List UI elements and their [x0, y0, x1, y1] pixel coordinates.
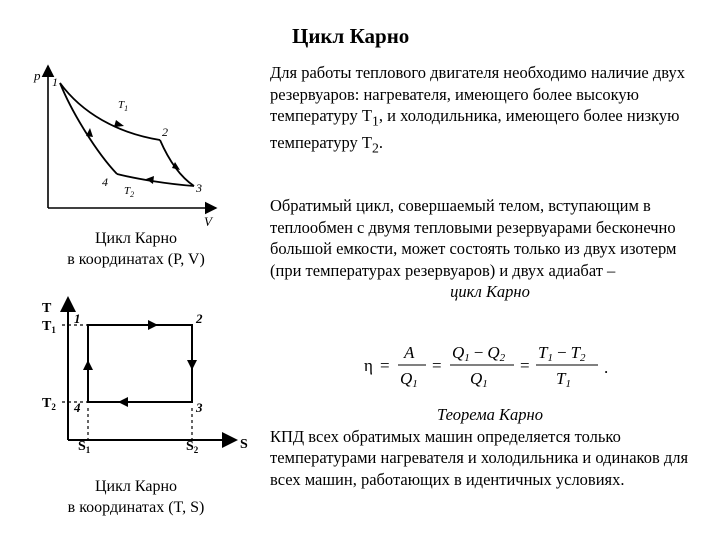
- formula-dot: .: [604, 358, 609, 377]
- formula-minus2: −: [556, 343, 567, 362]
- formula-eta: η: [364, 356, 373, 375]
- formula-num3a-sub: 1: [547, 352, 553, 364]
- formula-eq3: =: [520, 356, 530, 375]
- pv-point-4: 4: [102, 175, 108, 189]
- pv-point-1: 1: [52, 75, 58, 89]
- arrow-4-1: [86, 128, 93, 137]
- svg-text:Q1: [400, 369, 418, 390]
- formula-num3a: T: [538, 343, 548, 362]
- t1-label: $T_1$: [42, 319, 56, 335]
- pv-caption-line1: Цикл Карно: [95, 230, 177, 247]
- formula-num2b-sub: 2: [499, 352, 506, 364]
- formula-den2-sub: 1: [482, 378, 488, 390]
- theorem-text: КПД всех обратимых машин определяется только температурами нагревателя и холодильника и одинаков для всех машин, работающих в идентичных условиях.: [270, 426, 689, 489]
- formula-den3: T: [556, 369, 566, 388]
- pv-label-t2: $T_2$: [124, 185, 135, 199]
- ts-caption-line2: в координатах (T, S): [67, 499, 205, 516]
- formula-num2a-sub: 1: [464, 352, 470, 364]
- svg-text:Q1−Q2: [452, 343, 506, 364]
- pv-point-2: 2: [162, 125, 168, 139]
- formula-eq1: =: [380, 356, 390, 375]
- ts-point-3: 3: [196, 400, 203, 415]
- theorem-title: Теорема Карно: [437, 405, 543, 424]
- svg-text:T1: [556, 369, 571, 390]
- v-axis-label: V: [204, 214, 212, 229]
- cycle-italic: цикл Карно: [450, 282, 530, 301]
- intro-paragraph: [270, 62, 710, 159]
- isotherm-t1-curve: [60, 83, 160, 140]
- ts-arrow-4-1: [83, 360, 93, 370]
- pv-caption: [36, 228, 236, 270]
- cycle-paragraph: [270, 195, 710, 303]
- intro-sub1: 1: [372, 113, 379, 129]
- carnot-theorem: [270, 404, 710, 490]
- formula-num2a: Q: [452, 343, 465, 362]
- ts-caption-line1: Цикл Карно: [95, 478, 177, 495]
- formula-den2: Q: [470, 369, 483, 388]
- ts-arrow-3-4: [118, 397, 128, 407]
- ts-point-4: 4: [74, 400, 81, 415]
- ts-point-2: 2: [196, 311, 203, 326]
- p-axis-label: p: [34, 68, 41, 83]
- pv-caption-line2: в координатах (P, V): [67, 251, 205, 268]
- formula-minus1: −: [473, 343, 484, 362]
- formula-den1: Q: [400, 369, 413, 388]
- ts-caption: [36, 476, 236, 518]
- arrow-1-2: [114, 120, 124, 127]
- s1-label: $S_1$: [78, 439, 91, 455]
- formula-den1-sub: 1: [412, 378, 418, 390]
- intro-end: .: [378, 132, 384, 152]
- formula-eq2: =: [432, 356, 442, 375]
- ts-arrow-2-3: [187, 360, 197, 370]
- pv-point-3: 3: [196, 181, 202, 195]
- s2-label: $S_2$: [186, 439, 199, 455]
- formula-num2b: Q: [487, 343, 500, 362]
- intro-mid: , и холодильника, имеющего более низкую температуру Т: [270, 106, 680, 152]
- intro-text: Для работы теплового двигателя необходимо наличие двух резервуаров: нагревателя, имеющего более высокую температуру Т: [270, 63, 685, 125]
- s-axis-label: S: [240, 437, 248, 452]
- adiabat-2-3-curve: [160, 140, 194, 186]
- adiabat-4-1-curve: [60, 83, 117, 174]
- t-axis-label: T: [42, 301, 52, 316]
- efficiency-formula: [362, 340, 622, 392]
- cycle-text: Обратимый цикл, совершаемый телом, вступающим в теплообмен с двумя тепловыми резервуарами бесконечно большой емкости, может состоять только из двух изотерм (при температурах резервуаров) и двух адиабат –: [270, 196, 677, 280]
- formula-num3b-sub: 2: [580, 352, 586, 364]
- formula-num1: A: [404, 343, 415, 362]
- page-title: Цикл Карно: [292, 24, 410, 48]
- formula-num3b: T: [570, 343, 581, 362]
- ts-arrow-1-2: [148, 320, 158, 330]
- pv-label-t1: $T_1$: [118, 99, 129, 113]
- t2-label: $T_2$: [42, 396, 56, 412]
- ts-cycle-rect: [88, 325, 192, 402]
- ts-diagram: [22, 290, 262, 465]
- svg-text:T1−T2: [538, 343, 586, 364]
- ts-point-1: 1: [74, 311, 81, 326]
- intro-sub2: 2: [372, 140, 379, 156]
- formula-den3-sub: 1: [565, 378, 571, 390]
- svg-text:Q1: [470, 369, 488, 390]
